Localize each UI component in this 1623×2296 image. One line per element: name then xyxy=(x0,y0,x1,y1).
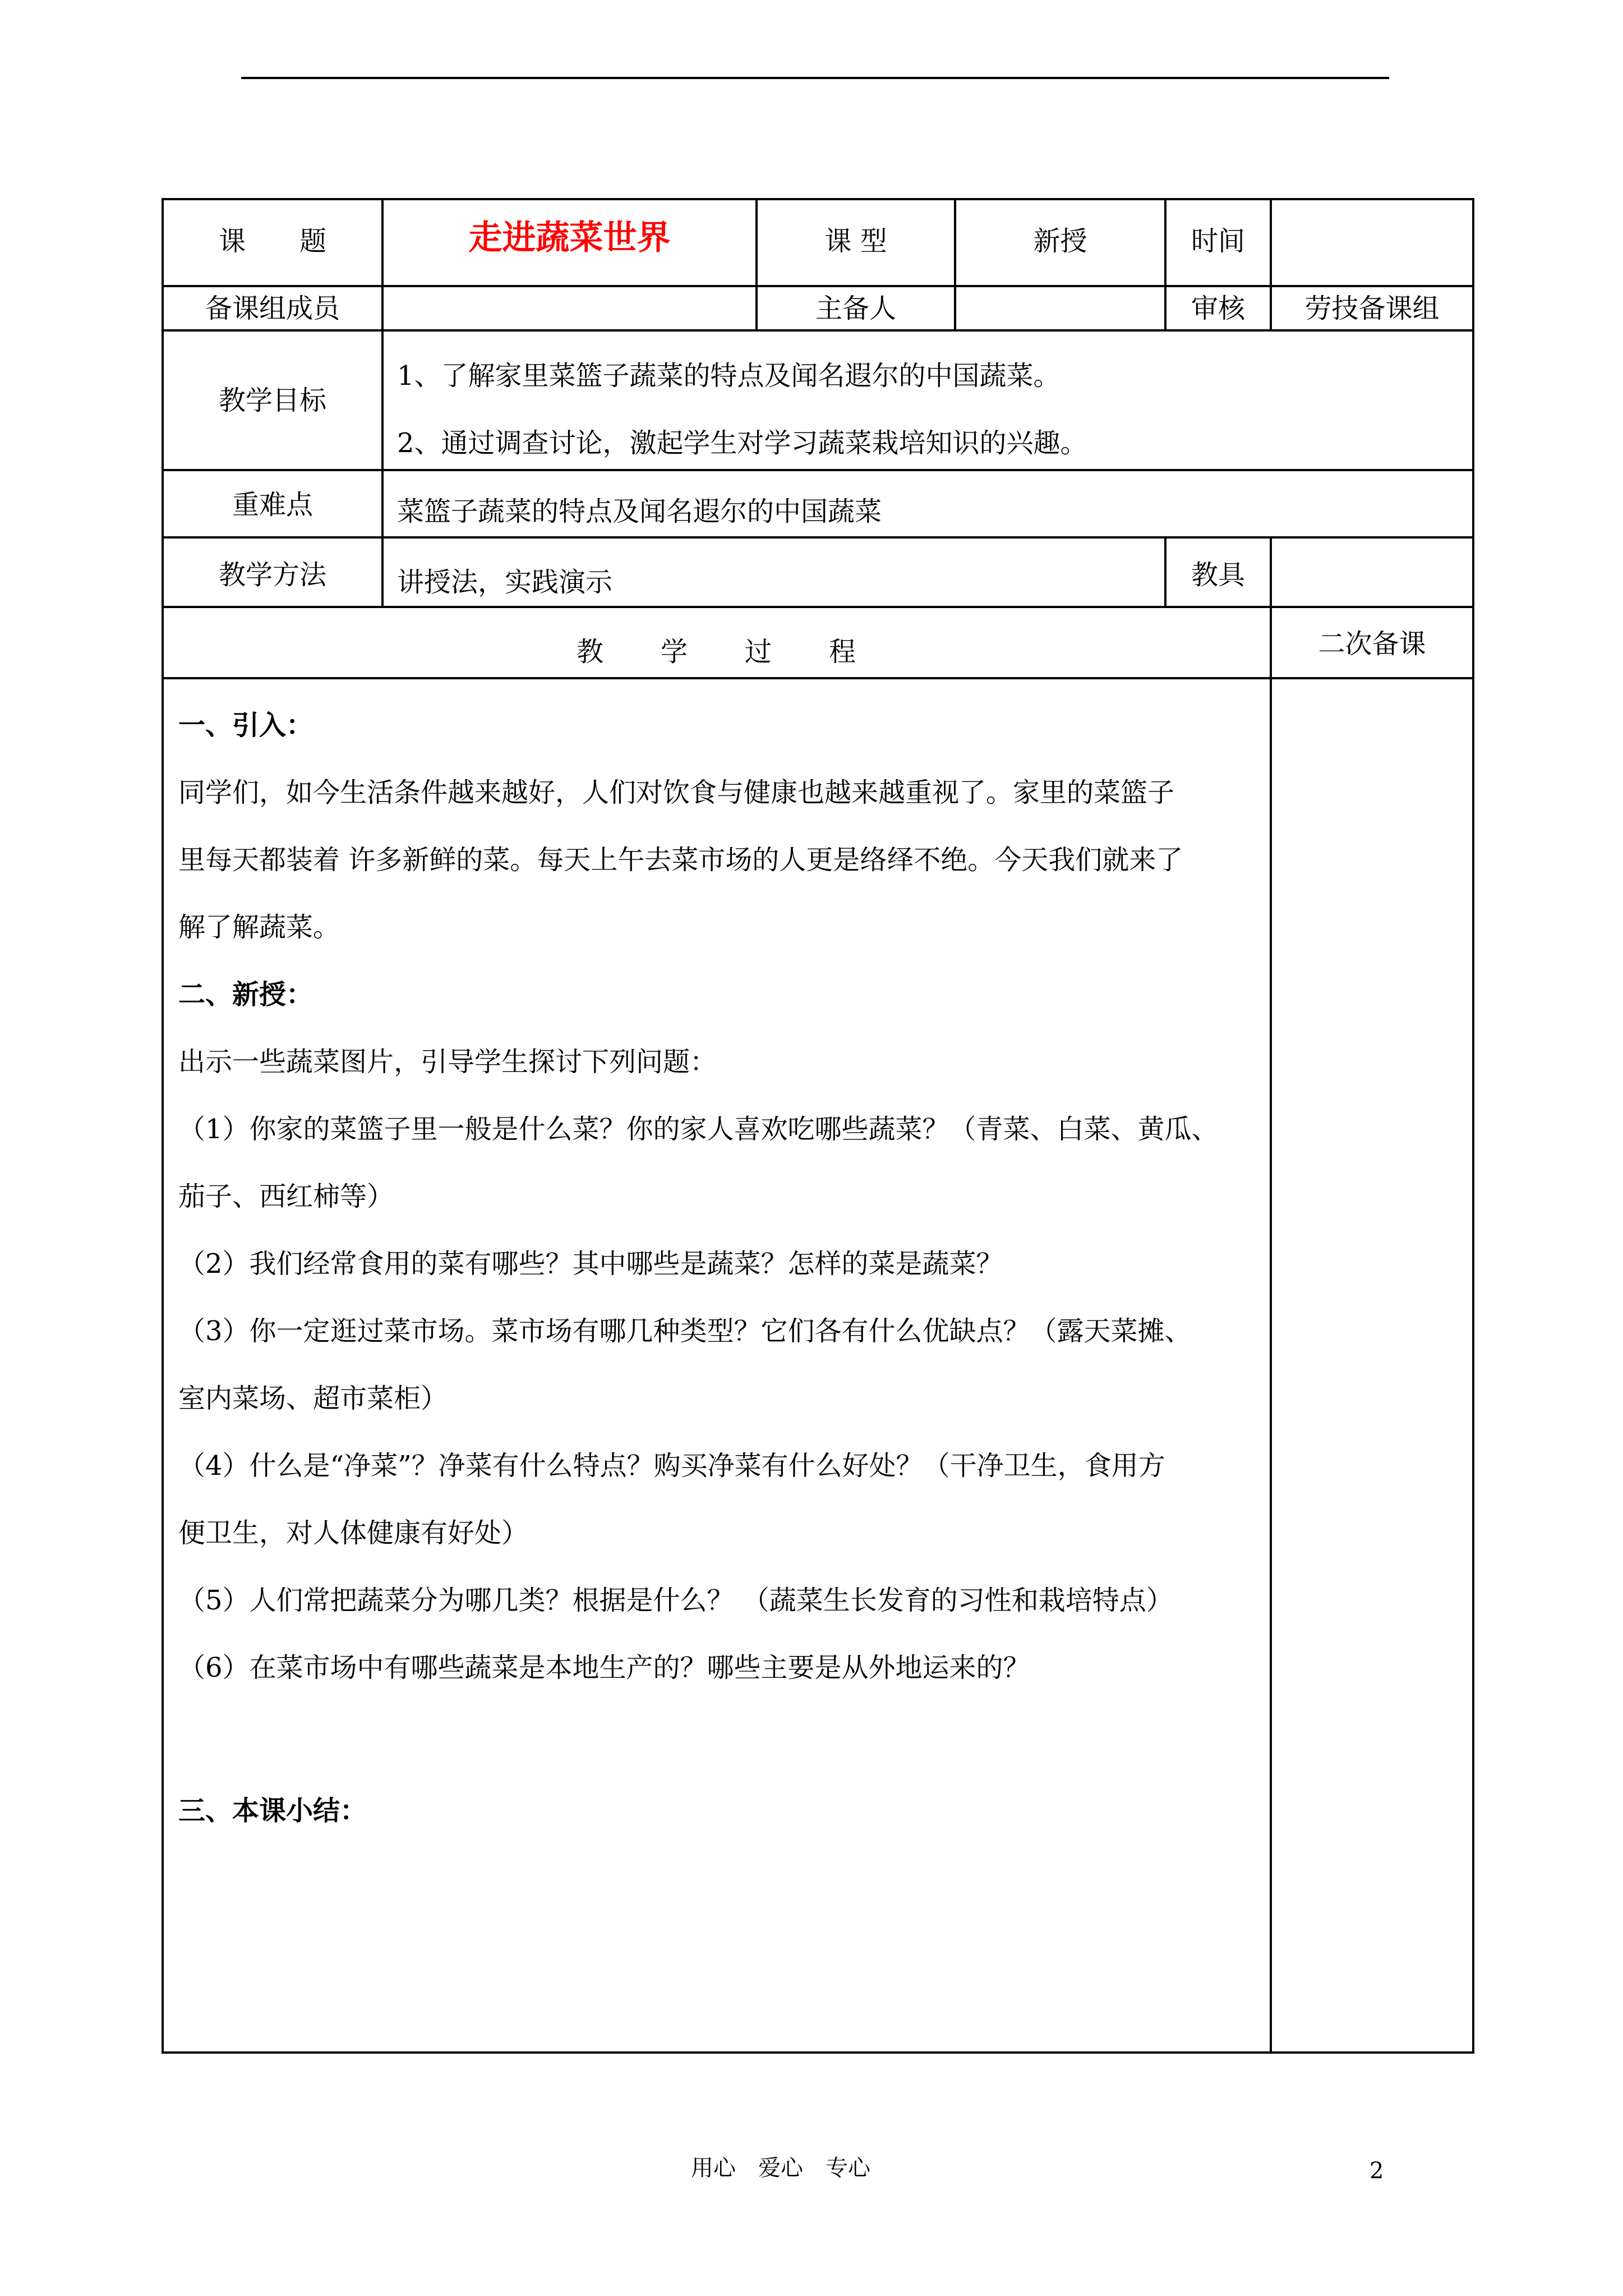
question-line: （4）什么是“净菜”？净菜有什么特点？购买净菜有什么好处？（干净卫生，食用方 xyxy=(178,1450,1165,1481)
table-border-top xyxy=(162,198,1474,200)
objective-item-2: 2、通过调查讨论，激起学生对学习蔬菜栽培知识的兴趣。 xyxy=(397,427,1087,459)
page-number: 2 xyxy=(1370,2158,1384,2184)
course-label: 课 题 xyxy=(218,226,326,257)
question-line: （5）人们常把蔬菜分为哪几类？根据是什么？ （蔬菜生长发育的习性和栽培特点） xyxy=(178,1585,1173,1616)
difficulty-label: 重难点 xyxy=(232,489,313,521)
process-label: 教 学 过 程 xyxy=(576,636,857,668)
paragraph-line: 同学们，如今生活条件越来越好，人们对饮食与健康也越来越重视了。家里的菜篮子 xyxy=(178,777,1175,808)
type-value: 新授 xyxy=(1033,226,1087,257)
table-border-right xyxy=(1472,198,1474,2054)
col-separator-process xyxy=(1270,606,1272,2054)
review-label: 审核 xyxy=(1191,293,1245,324)
row-separator-5 xyxy=(162,606,1474,608)
paragraph-line: 里每天都装着 许多新鲜的菜。每天上午去菜市场的人更是络绎不绝。今天我们就来了 xyxy=(178,844,1183,876)
row-separator-4 xyxy=(162,536,1474,539)
question-line: （2）我们经常食用的菜有哪些？其中哪些是蔬菜？怎样的菜是蔬菜？ xyxy=(178,1248,1003,1280)
question-line: （6）在菜市场中有哪些蔬菜是本地生产的？哪些主要是从外地运来的？ xyxy=(178,1652,1030,1683)
row-separator-1 xyxy=(162,285,1474,287)
objective-item-1: 1、了解家里菜篮子蔬菜的特点及闻名遐尔的中国蔬菜。 xyxy=(397,360,1061,392)
lead-label: 主备人 xyxy=(815,293,896,324)
question-line: （1）你家的菜篮子里一般是什么菜？你的家人喜欢吃哪些蔬菜？（青菜、白菜、黄瓜、 xyxy=(178,1114,1219,1145)
objectives-label: 教学目标 xyxy=(218,385,326,416)
difficulty-value: 菜篮子蔬菜的特点及闻名遐尔的中国蔬菜 xyxy=(397,496,882,527)
course-title: 走进蔬菜世界 xyxy=(468,218,671,257)
question-line: 室内菜场、超市菜柜） xyxy=(178,1383,448,1414)
type-label: 课 型 xyxy=(824,226,887,257)
section-heading-summary: 三、本课小结： xyxy=(178,1795,367,1826)
section-heading-new: 二、新授： xyxy=(178,979,313,1010)
col-separator-methods-b xyxy=(1270,536,1272,607)
col-separator-label xyxy=(381,329,384,607)
paragraph-line: 解了解蔬菜。 xyxy=(178,912,340,943)
col-separator-r12-a xyxy=(381,198,384,330)
row-separator-6 xyxy=(162,677,1474,679)
col-separator-r12-c xyxy=(954,198,956,330)
methods-label: 教学方法 xyxy=(218,559,326,591)
question-line: 茄子、西红柿等） xyxy=(178,1181,394,1212)
question-line: 便卫生，对人体健康有好处） xyxy=(178,1517,529,1549)
time-label: 时间 xyxy=(1191,226,1245,257)
paragraph-line: 出示一些蔬菜图片，引导学生探讨下列问题： xyxy=(178,1046,717,1078)
row-separator-3 xyxy=(162,469,1474,471)
methods-value: 讲授法，实践演示 xyxy=(397,567,613,598)
footer-motto: 用心 爱心 专心 xyxy=(691,2155,870,2181)
question-line: （3）你一定逛过菜市场。菜市场有哪几种类型？它们各有什么优缺点？（露天菜摊、 xyxy=(178,1315,1192,1347)
second-prep-label: 二次备课 xyxy=(1318,628,1426,660)
header-rule xyxy=(241,77,1389,79)
row-separator-2 xyxy=(162,329,1474,332)
section-heading-intro: 一、引入： xyxy=(178,710,313,741)
tools-label: 教具 xyxy=(1191,559,1245,591)
table-border-left xyxy=(162,198,164,2054)
group-label: 备课组成员 xyxy=(205,293,340,324)
table-border-bottom xyxy=(162,2051,1474,2054)
review-value: 劳技备课组 xyxy=(1304,293,1440,324)
